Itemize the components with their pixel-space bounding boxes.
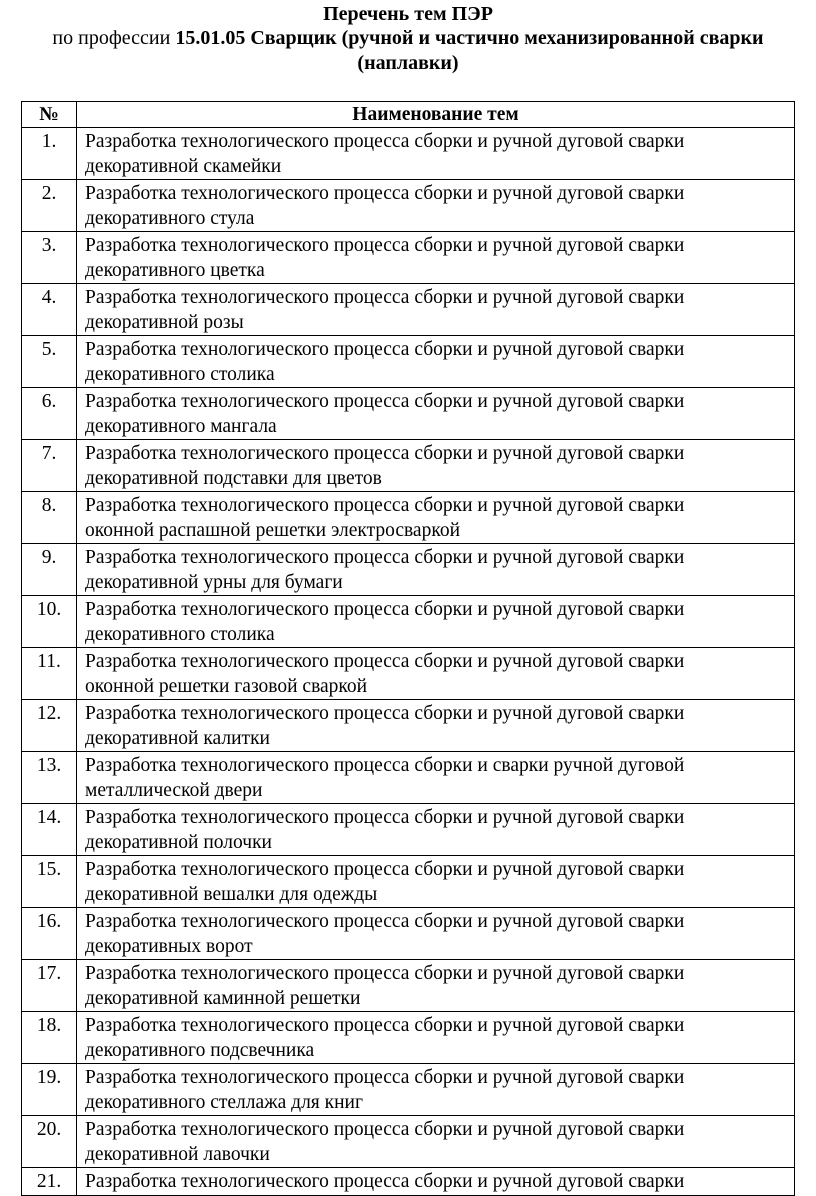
topic-line-1: Разработка технологического процесса сборки и ручной дуговой сварки bbox=[85, 1067, 685, 1088]
table-row bbox=[22, 1012, 795, 1064]
row-topic-name bbox=[77, 232, 795, 284]
topic-line-1: Разработка технологического процесса сборки и ручной дуговой сварки bbox=[85, 651, 685, 672]
row-number: 18. bbox=[22, 1012, 77, 1064]
row-number: 13. bbox=[22, 752, 77, 804]
row-number: 11. bbox=[22, 648, 77, 700]
row-number: 19. bbox=[22, 1064, 77, 1116]
subtitle-profession: 15.01.05 Сварщик (ручной и частично механизированной сварки (наплавки) bbox=[175, 27, 764, 74]
topic-line-2: декоративной скамейки bbox=[85, 156, 282, 177]
topic-line-2: декоративных ворот bbox=[85, 936, 253, 957]
row-topic-name bbox=[77, 1064, 795, 1116]
row-topic-name bbox=[77, 596, 795, 648]
topic-line-2: оконной решетки газовой сваркой bbox=[85, 676, 368, 697]
topic-line-1: Разработка технологического процесса сборки и ручной дуговой сварки bbox=[85, 1015, 685, 1036]
topic-line-1: Разработка технологического процесса сборки и ручной дуговой сварки bbox=[85, 495, 685, 516]
header-number: № bbox=[22, 102, 77, 128]
table-row bbox=[22, 544, 795, 596]
subtitle-prefix: по профессии bbox=[52, 27, 176, 49]
row-number: 3. bbox=[22, 232, 77, 284]
header-topic-name: Наименование тем bbox=[77, 102, 795, 128]
table-row bbox=[22, 1168, 795, 1196]
row-topic-name bbox=[77, 492, 795, 544]
topic-line-1: Разработка технологического процесса сборки и ручной дуговой сварки bbox=[85, 391, 685, 412]
table-row bbox=[22, 648, 795, 700]
table-row bbox=[22, 440, 795, 492]
topic-line-2: декоративной розы bbox=[85, 312, 244, 333]
table-row bbox=[22, 388, 795, 440]
topic-line-2: декоративного столика bbox=[85, 364, 275, 385]
table-row bbox=[22, 960, 795, 1012]
table-header-row bbox=[22, 102, 795, 128]
row-number: 20. bbox=[22, 1116, 77, 1168]
table-row bbox=[22, 908, 795, 960]
topic-line-1: Разработка технологического процесса сборки и ручной дуговой сварки bbox=[85, 183, 685, 204]
row-topic-name bbox=[77, 908, 795, 960]
table-row bbox=[22, 700, 795, 752]
row-topic-name bbox=[77, 1012, 795, 1064]
row-number: 15. bbox=[22, 856, 77, 908]
page-subtitle bbox=[0, 26, 816, 76]
topic-line-2: декоративной вешалки для одежды bbox=[85, 884, 378, 905]
row-number: 10. bbox=[22, 596, 77, 648]
row-number: 14. bbox=[22, 804, 77, 856]
table-row bbox=[22, 336, 795, 388]
table-row bbox=[22, 128, 795, 180]
topic-line-2: декоративного подсвечника bbox=[85, 1040, 315, 1061]
topic-line-1: Разработка технологического процесса сборки и ручной дуговой сварки bbox=[85, 547, 685, 568]
row-topic-name bbox=[77, 648, 795, 700]
row-topic-name bbox=[77, 440, 795, 492]
row-number: 2. bbox=[22, 180, 77, 232]
row-topic-name bbox=[77, 128, 795, 180]
topic-line-1: Разработка технологического процесса сборки и ручной дуговой сварки bbox=[85, 1119, 685, 1140]
topics-table bbox=[21, 101, 795, 1196]
topic-line-1: Разработка технологического процесса сборки и сварки ручной дуговой bbox=[85, 755, 685, 776]
row-number: 9. bbox=[22, 544, 77, 596]
topic-line-1: Разработка технологического процесса сборки и ручной дуговой сварки bbox=[85, 1171, 685, 1192]
topic-line-1: Разработка технологического процесса сборки и ручной дуговой сварки bbox=[85, 963, 685, 984]
topic-line-2: металлической двери bbox=[85, 780, 263, 801]
table-row bbox=[22, 1116, 795, 1168]
topic-line-2: декоративной каминной решетки bbox=[85, 988, 361, 1009]
row-topic-name bbox=[77, 180, 795, 232]
row-number: 12. bbox=[22, 700, 77, 752]
row-number: 4. bbox=[22, 284, 77, 336]
topic-line-2: оконной распашной решетки электросваркой bbox=[85, 520, 461, 541]
row-topic-name bbox=[77, 1168, 795, 1196]
row-number: 5. bbox=[22, 336, 77, 388]
row-number: 8. bbox=[22, 492, 77, 544]
topic-line-2: декоративной урны для бумаги bbox=[85, 572, 343, 593]
topic-line-1: Разработка технологического процесса сборки и ручной дуговой сварки bbox=[85, 859, 685, 880]
topic-line-2: декоративного столика bbox=[85, 624, 275, 645]
topic-line-1: Разработка технологического процесса сборки и ручной дуговой сварки bbox=[85, 287, 685, 308]
row-number: 16. bbox=[22, 908, 77, 960]
topic-line-2: декоративного мангала bbox=[85, 416, 277, 437]
topic-line-2: декоративной лавочки bbox=[85, 1144, 270, 1165]
row-topic-name bbox=[77, 960, 795, 1012]
row-number: 21. bbox=[22, 1168, 77, 1196]
row-number: 6. bbox=[22, 388, 77, 440]
row-topic-name bbox=[77, 804, 795, 856]
table-body bbox=[22, 128, 795, 1196]
table-row bbox=[22, 180, 795, 232]
row-number: 17. bbox=[22, 960, 77, 1012]
topic-line-1: Разработка технологического процесса сборки и ручной дуговой сварки bbox=[85, 131, 685, 152]
table-row bbox=[22, 284, 795, 336]
table-row bbox=[22, 804, 795, 856]
topic-line-1: Разработка технологического процесса сборки и ручной дуговой сварки bbox=[85, 599, 685, 620]
row-topic-name bbox=[77, 388, 795, 440]
row-number: 1. bbox=[22, 128, 77, 180]
document-header bbox=[0, 0, 816, 76]
topic-line-1: Разработка технологического процесса сборки и ручной дуговой сварки bbox=[85, 703, 685, 724]
page-title: Перечень тем ПЭР bbox=[323, 3, 493, 25]
topic-line-1: Разработка технологического процесса сборки и ручной дуговой сварки bbox=[85, 443, 685, 464]
table-row bbox=[22, 596, 795, 648]
row-topic-name bbox=[77, 1116, 795, 1168]
row-topic-name bbox=[77, 752, 795, 804]
row-topic-name bbox=[77, 336, 795, 388]
table-row bbox=[22, 232, 795, 284]
topic-line-1: Разработка технологического процесса сборки и ручной дуговой сварки bbox=[85, 339, 685, 360]
topic-line-2: декоративного цветка bbox=[85, 260, 265, 281]
topic-line-2: декоративной полочки bbox=[85, 832, 272, 853]
topic-line-2: декоративной подставки для цветов bbox=[85, 468, 382, 489]
table-row bbox=[22, 752, 795, 804]
table-row bbox=[22, 1064, 795, 1116]
row-topic-name bbox=[77, 544, 795, 596]
row-topic-name bbox=[77, 856, 795, 908]
table-row bbox=[22, 856, 795, 908]
table-row bbox=[22, 492, 795, 544]
row-number: 7. bbox=[22, 440, 77, 492]
topic-line-2: декоративного стеллажа для книг bbox=[85, 1092, 363, 1113]
topic-line-1: Разработка технологического процесса сборки и ручной дуговой сварки bbox=[85, 235, 685, 256]
row-topic-name bbox=[77, 700, 795, 752]
topic-line-1: Разработка технологического процесса сборки и ручной дуговой сварки bbox=[85, 807, 685, 828]
topic-line-2: декоративной калитки bbox=[85, 728, 270, 749]
topic-line-2: декоративного стула bbox=[85, 208, 255, 229]
topic-line-1: Разработка технологического процесса сборки и ручной дуговой сварки bbox=[85, 911, 685, 932]
row-topic-name bbox=[77, 284, 795, 336]
